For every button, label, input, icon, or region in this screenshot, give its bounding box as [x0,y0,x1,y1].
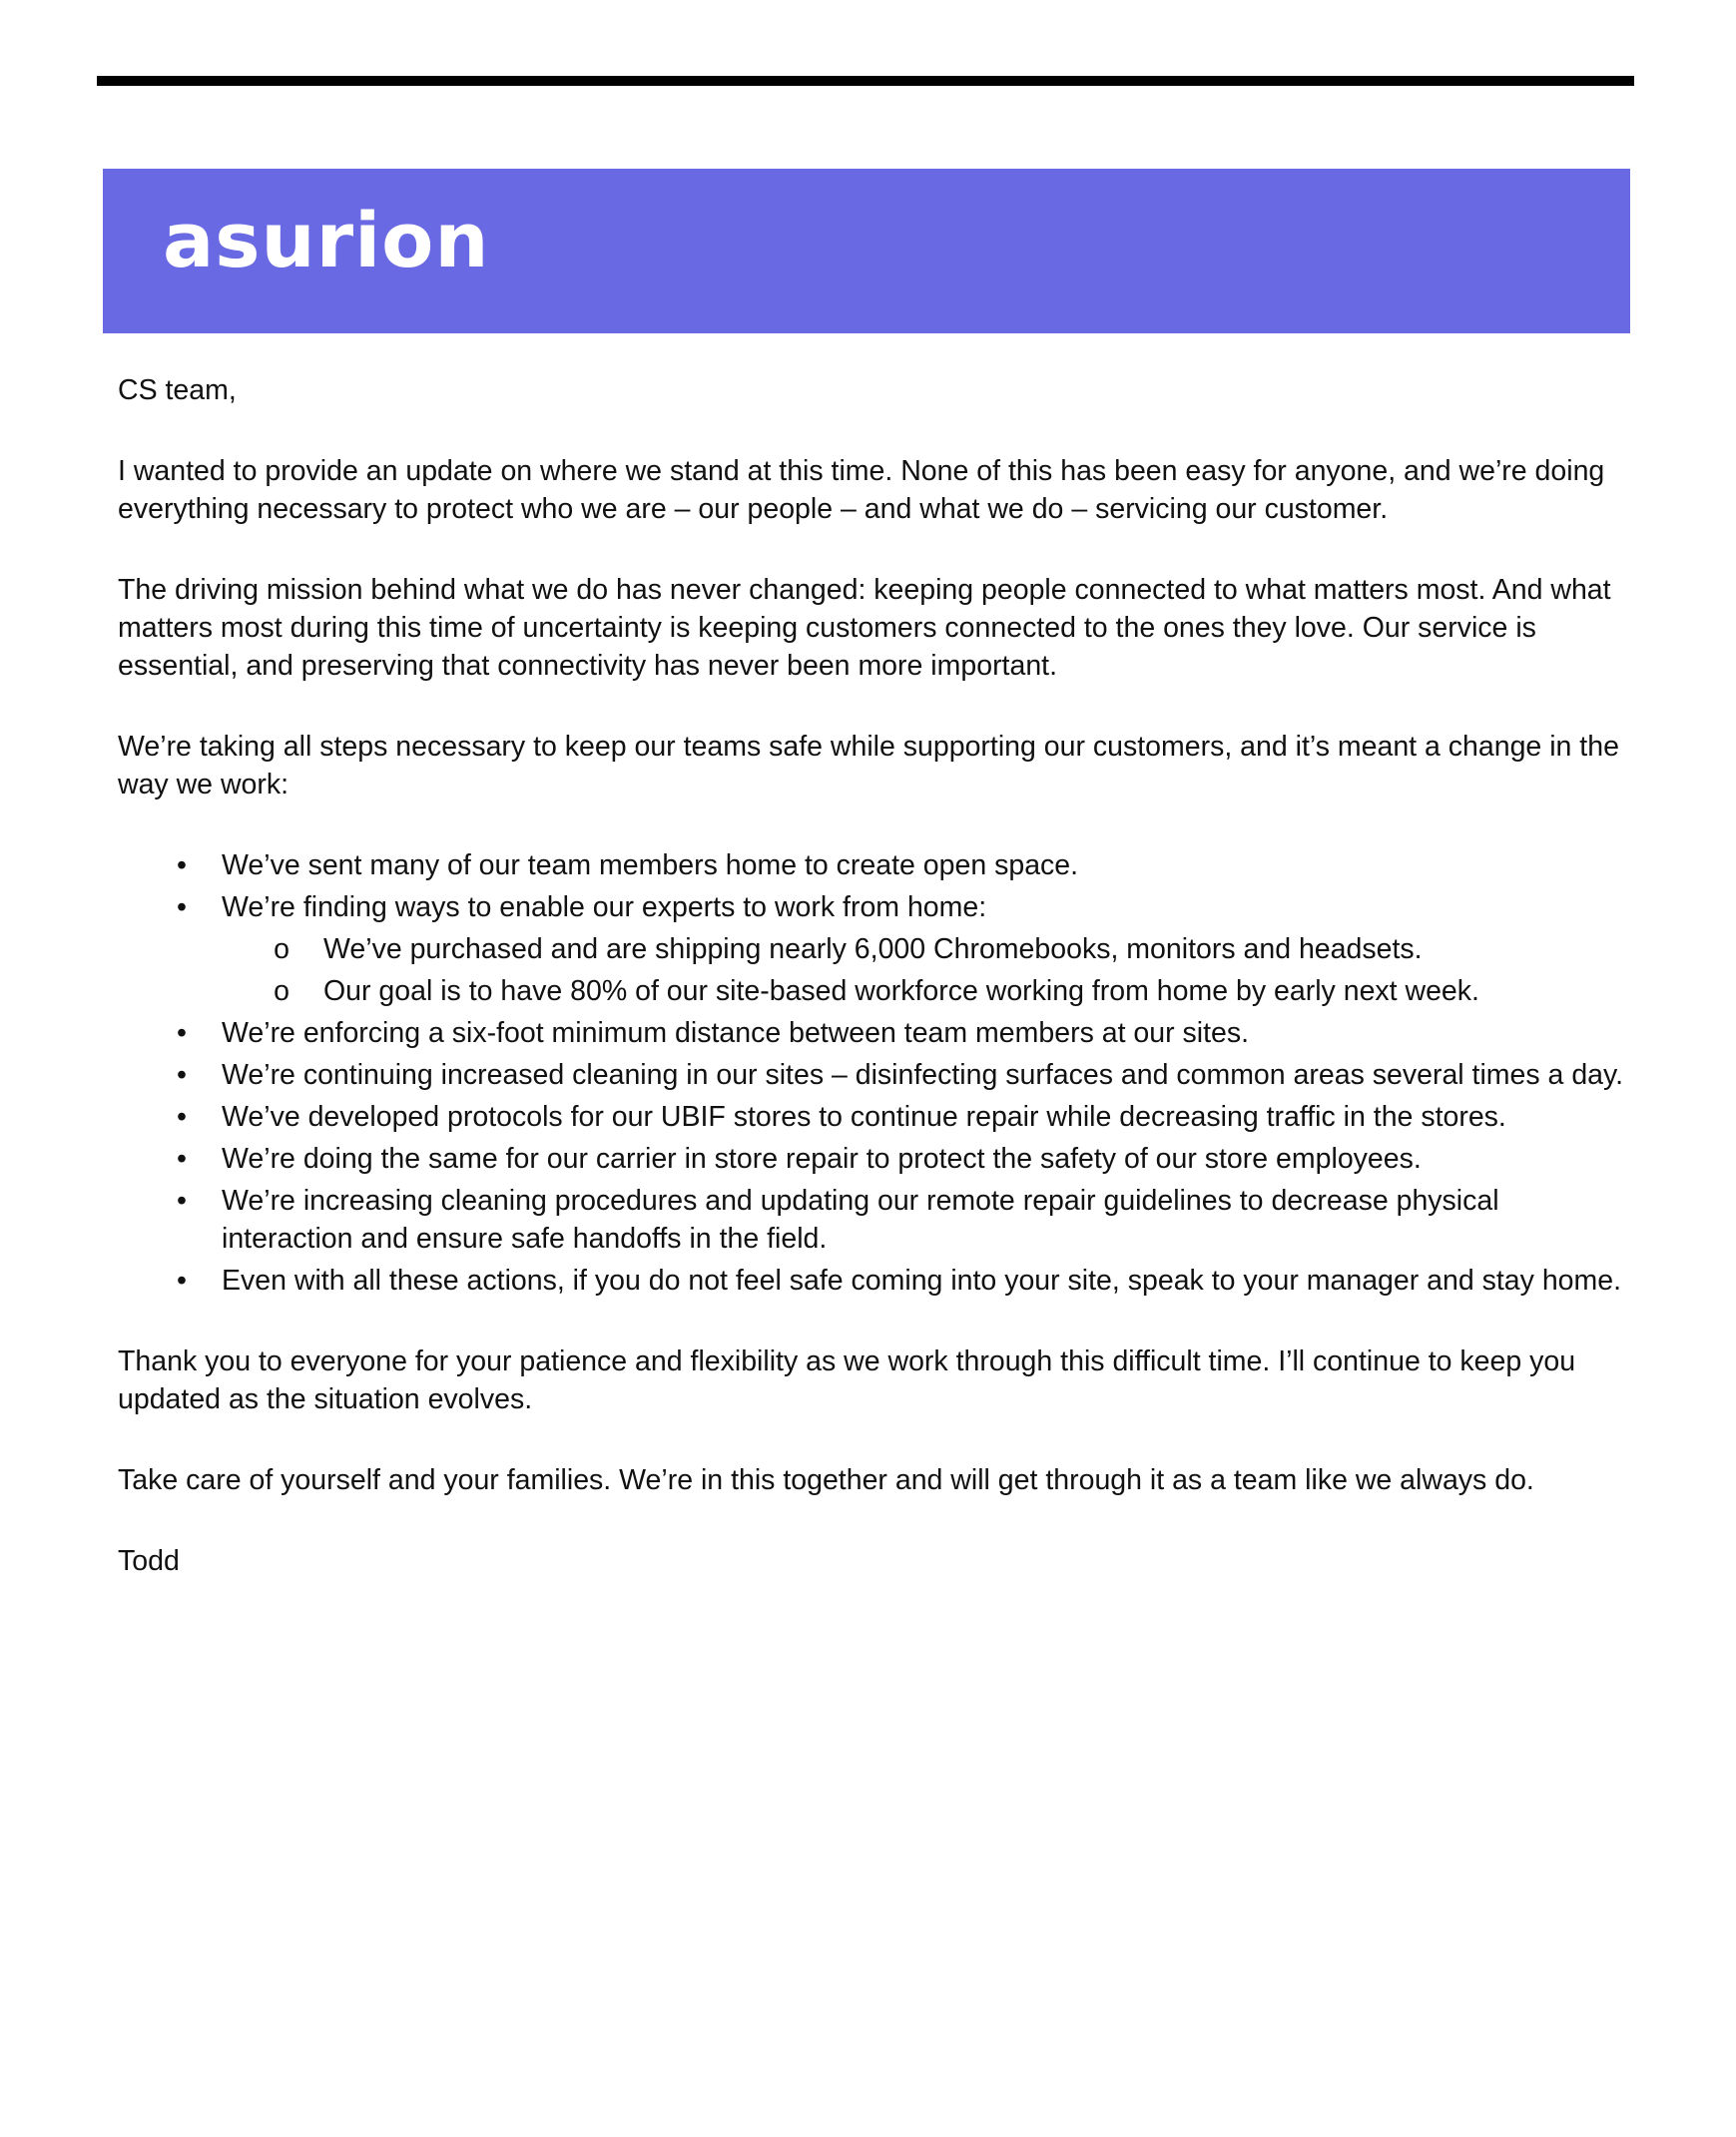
list-item-text: We’ve sent many of our team members home to create open space. [222,849,1079,881]
paragraph-update: I wanted to provide an update on where we stand at this time. None of this has been easy for anyone, and we’re doing everything necessary to protect who we are – our people – and what we do – servicing our customer. [118,455,1605,525]
sub-list-item-text: We’ve purchased and are shipping nearly 6,000 Chromebooks, monitors and headsets. [323,933,1423,965]
bullet-icon: • [177,1143,187,1175]
sub-list-item-text: Our goal is to have 80% of our site-based workforce working from home by early next week. [323,975,1479,1007]
top-horizontal-rule [97,76,1634,86]
paragraph-closing: Take care of yourself and your families. We’re in this together and will get through it as a team like we always do. [118,1464,1534,1496]
sub-list-item [222,930,1625,968]
list-item-text: We’re continuing increased cleaning in our sites – disinfecting surfaces and common areas several times a day. [222,1059,1624,1091]
list-item [118,1262,1625,1300]
asurion-logo: asurion [163,196,490,284]
list-item-text: Even with all these actions, if you do not feel safe coming into your site, speak to your manager and stay home. [222,1265,1622,1297]
paragraph-thanks: Thank you to everyone for your patience and flexibility as we work through this difficult time. I’ll continue to keep you updated as the situation evolves. [118,1345,1576,1415]
letter-body [118,371,1625,1623]
bullet-icon: • [177,1101,187,1133]
bullet-icon: • [177,891,187,923]
bullet-icon: • [177,1185,187,1217]
signature: Todd [118,1545,180,1577]
bullet-icon: • [177,1017,187,1049]
list-item-text: We’re enforcing a six-foot minimum distance between team members at our sites. [222,1017,1250,1049]
list-item [118,1182,1625,1258]
list-item-text: We’ve developed protocols for our UBIF stores to continue repair while decreasing traffic in the stores. [222,1101,1506,1133]
list-item [118,1098,1625,1136]
paragraph-steps: We’re taking all steps necessary to keep our teams safe while supporting our customers, and it’s meant a change in the way we work: [118,731,1619,801]
list-item-text: We’re increasing cleaning procedures and updating our remote repair guidelines to decrease physical interaction and ensure safe handoffs in the field. [222,1185,1499,1255]
bullet-icon: • [177,849,187,881]
safety-measures-list [118,846,1625,1300]
bullet-icon: • [177,1059,187,1091]
list-item-text: We’re doing the same for our carrier in store repair to protect the safety of our store employees. [222,1143,1422,1175]
work-from-home-sublist [222,930,1625,1010]
list-item [118,1140,1625,1178]
asurion-header-banner [103,169,1630,333]
sub-list-item [222,972,1625,1010]
hollow-bullet-icon: o [274,933,289,965]
list-item [118,846,1625,884]
list-item [118,888,1625,1010]
hollow-bullet-icon: o [274,975,289,1007]
list-item-text: We’re finding ways to enable our experts to work from home: [222,891,987,923]
list-item [118,1056,1625,1094]
list-item [118,1014,1625,1052]
greeting: CS team, [118,374,237,406]
paragraph-mission: The driving mission behind what we do has never changed: keeping people connected to what matters most. And what matters most during this time of uncertainty is keeping customers connected to the ones they love. Our service is essential, and preserving that connectivity has never been more important. [118,574,1611,682]
bullet-icon: • [177,1265,187,1297]
